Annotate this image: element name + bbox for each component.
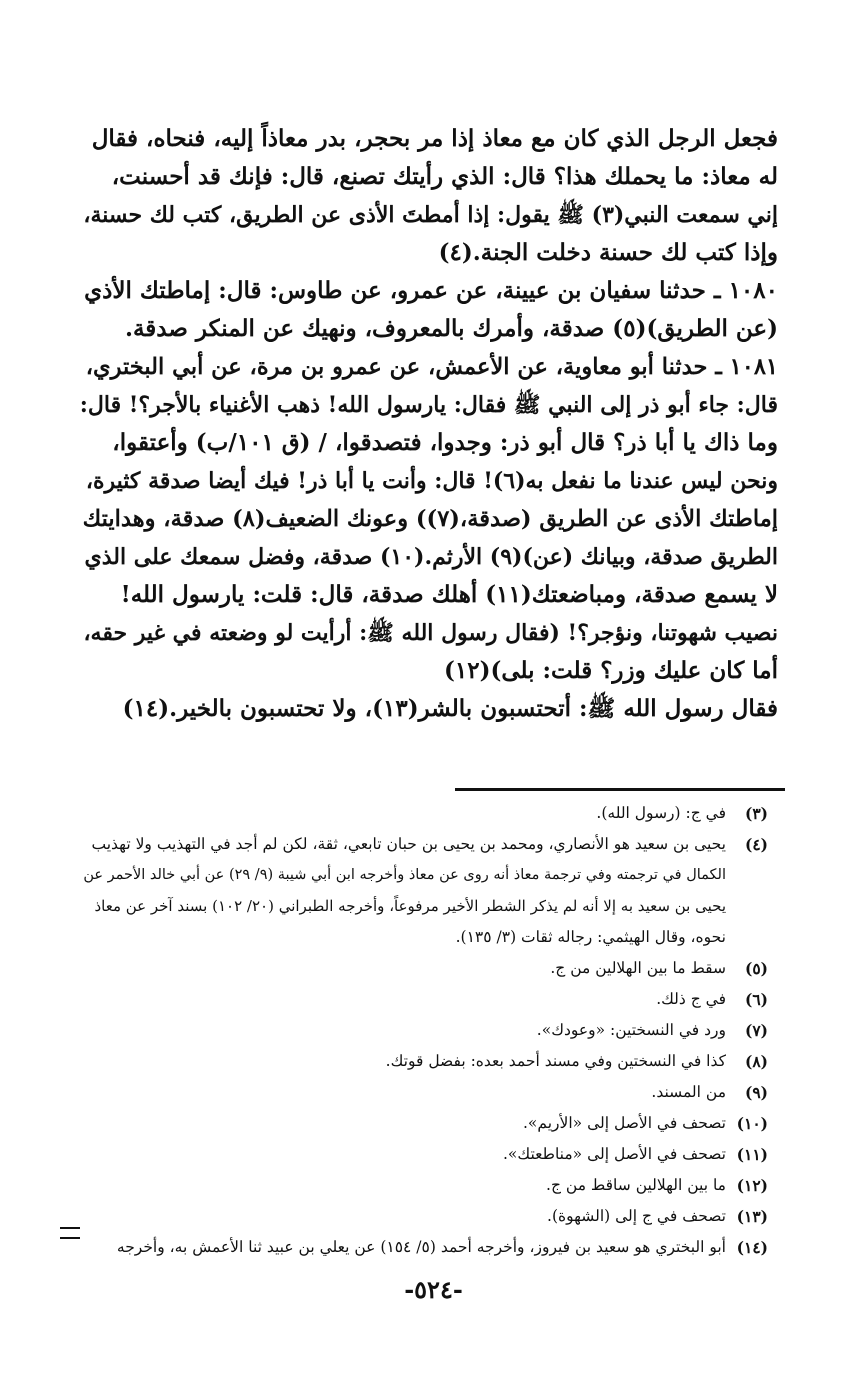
footnote-8 xyxy=(78,1046,768,1077)
footnote-text: تصحف في الأصل إلى «الأريم». xyxy=(523,1114,726,1132)
footnote-text: ما بين الهلالين ساقط من ج. xyxy=(546,1176,726,1194)
text-line: إماطتك الأذى عن الطريق (صدقة،(٧)) وعونك الضعيف(٨) صدقة، وهدايتك xyxy=(82,506,778,532)
footnote-4-cont xyxy=(78,922,768,953)
footnote-text: نحوه، وقال الهيثمي: رجاله ثقات (٣/ ١٣٥). xyxy=(455,928,726,946)
footnote-number: (١٣) xyxy=(736,1207,768,1226)
text-line: قال: جاء أبو ذر إلى النبي ﷺ فقال: يارسول الله! ذهب الأغنياء بالأجر؟! قال: xyxy=(79,392,778,418)
footnote-separator xyxy=(455,788,785,791)
footnote-text: يحيى بن سعيد هو الأنصاري، ومحمد بن يحيى بن حبان تابعي، ثقة، لكن لم أجد في التهذيب ولا تهذيب xyxy=(91,835,726,853)
footnote-number: (١٢) xyxy=(736,1176,768,1195)
hadith-1081-line: ١٠٨١ ـ حدثنا أبو معاوية، عن الأعمش، عن عمرو بن مرة، عن أبي البختري، xyxy=(85,354,778,380)
footnote-5 xyxy=(78,953,768,984)
footnote-number: (٦) xyxy=(744,990,768,1009)
footnote-4 xyxy=(78,829,768,860)
footnote-12 xyxy=(78,1170,768,1201)
footnote-9 xyxy=(78,1077,768,1108)
text-line: فجعل الرجل الذي كان مع معاذ إذا مر بحجر، بدر معاذاً إليه، فنحاه، فقال xyxy=(91,125,778,152)
footnote-text: أبو البختري هو سعيد بن فيروز، وأخرجه أحمد (٥/ ١٥٤) عن يعلي بن عبيد ثنا الأعمش به، وأخرجه xyxy=(116,1238,726,1256)
footnote-number: (١١) xyxy=(736,1145,768,1164)
text-line: (عن الطريق)(٥) صدقة، وأمرك بالمعروف، ونهيك عن المنكر صدقة. xyxy=(124,315,778,342)
footnote-number: (١٤) xyxy=(736,1238,768,1257)
footnote-13 xyxy=(78,1201,768,1232)
footnote-number: (٧) xyxy=(744,1021,768,1040)
footnote-text: في ج ذلك. xyxy=(656,990,726,1008)
footnote-4-cont xyxy=(78,860,768,891)
footnote-10 xyxy=(78,1108,768,1139)
footnote-number: (٥) xyxy=(744,959,768,978)
text-line: لا يسمع صدقة، ومباضعتك(١١) أهلك صدقة، قال: قلت: يارسول الله! xyxy=(120,581,778,608)
hadith-1080-line: ١٠٨٠ ـ حدثنا سفيان بن عيينة، عن عمرو، عن طاوس: قال: إماطتك الأذي xyxy=(84,277,778,304)
footnote-number: (٨) xyxy=(744,1052,768,1071)
footnote-text: من المسند. xyxy=(651,1083,726,1101)
text-line: أما كان عليك وزر؟ قلت: بلى)(١٢) xyxy=(443,657,778,684)
page-number: -٥٢٤- xyxy=(404,1275,463,1304)
footnote-number: (٩) xyxy=(744,1083,768,1102)
footnote-7 xyxy=(78,1015,768,1046)
footnote-14 xyxy=(78,1232,768,1263)
footnote-4-cont xyxy=(78,891,768,922)
footnote-11 xyxy=(78,1139,768,1170)
continuation-mark xyxy=(60,1227,80,1239)
text-line: ونحن ليس عندنا ما نفعل به(٦)! قال: وأنت يا أبا ذر! فيك أيضا صدقة كثيرة، xyxy=(85,468,778,494)
footnote-number: (٤) xyxy=(744,835,768,854)
footnote-number: (١٠) xyxy=(736,1114,768,1133)
footnote-text: سقط ما بين الهلالين من ج. xyxy=(550,959,726,977)
footnote-text: في ج: (رسول الله). xyxy=(596,804,726,822)
footnote-text: تصحف في ج إلى (الشهوة). xyxy=(547,1207,726,1225)
footnotes xyxy=(78,798,768,1263)
footnote-number: (٣) xyxy=(744,804,768,823)
text-line: وما ذاك يا أبا ذر؟ قال أبو ذر: وجدوا، فتصدقوا، / (ق ١٠١/ب) وأعتقوا، xyxy=(112,429,778,456)
text-line: إني سمعت النبي(٣) ﷺ يقول: إذا أمطتَ الأذى عن الطريق، كتب لك حسنة، xyxy=(83,202,778,228)
footnote-text: كذا في النسختين وفي مسند أحمد بعده: بفضل قوتك. xyxy=(385,1052,726,1070)
footnote-text: الكمال في ترجمته وفي ترجمة معاذ أنه روى عن معاذ وأخرجه ابن أبي شيبة (٩/ ٢٩) عن أبي خالد الأحمر عن xyxy=(83,867,726,883)
footnote-text: تصحف في الأصل إلى «مناطعتك». xyxy=(503,1145,726,1163)
footnote-6 xyxy=(78,984,768,1015)
main-text xyxy=(78,120,778,728)
text-line: وإذا كتب لك حسنة دخلت الجنة.(٤) xyxy=(438,239,778,266)
text-line: له معاذ: ما يحملك هذا؟ قال: الذي رأيتك تصنع، قال: فإنك قد أحسنت، xyxy=(111,163,778,190)
footnote-3 xyxy=(78,798,768,829)
text-line: نصيب شهوتنا، ونؤجر؟! (فقال رسول الله ﷺ: أرأيت لو وضعته في غير حقه، xyxy=(83,620,778,646)
text-line: فقال رسول الله ﷺ: أتحتسبون بالشر(١٣)، ولا تحتسبون بالخير.(١٤) xyxy=(122,695,778,722)
text-line: الطريق صدقة، وبيانك (عن)(٩) الأرثم.(١٠) صدقة، وفضل سمعك على الذي xyxy=(84,544,778,570)
footnote-text: يحيى بن سعيد به إلا أنه لم يذكر الشطر الأخير مرفوعاً، وأخرجه الطبراني (٢٠/ ١٠٢) بسند آخر عن معاذ xyxy=(94,897,726,915)
footnote-text: ورد في النسختين: «وعودك». xyxy=(536,1021,726,1039)
